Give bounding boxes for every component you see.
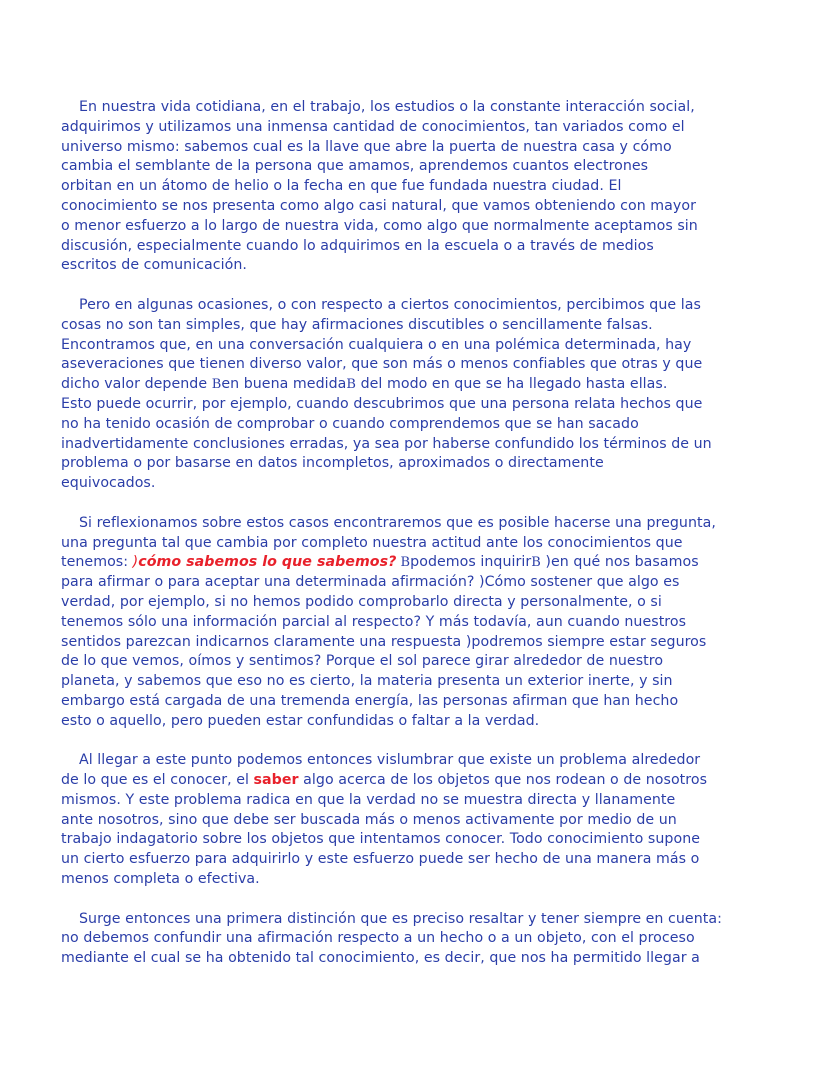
paragraph-5 <box>61 910 781 969</box>
text-line: sentidos parezcan indicarnos claramente una respuesta )podremos siempre estar seguros <box>61 633 707 650</box>
text-run: dicho valor depende <box>61 376 212 393</box>
text-line: trabajo indagatorio sobre los objetos que intentamos conocer. Todo conocimiento supone <box>61 831 701 848</box>
text-line: una pregunta tal que cambia por completo nuestra actitud ante los conocimientos que <box>61 534 683 551</box>
text-line <box>61 553 781 573</box>
paragraph-3 <box>61 514 781 732</box>
text-line: mediante el cual se ha obtenido tal conocimiento, es decir, que nos ha permitido llegar a <box>61 950 700 967</box>
text-line <box>61 375 781 395</box>
question-open-mark: ) <box>132 554 139 571</box>
document-page <box>61 98 781 989</box>
text-line: para afirmar o para aceptar una determinada afirmación? )Cómo sostener que algo es <box>61 574 680 591</box>
text-line: escritos de comunicación. <box>61 257 247 274</box>
text-line: Encontramos que, en una conversación cualquiera o en una polémica determinada, hay <box>61 336 692 353</box>
text-line: planeta, y sabemos que eso no es cierto, la materia presenta un exterior inerte, y sin <box>61 673 673 690</box>
text-line: adquirimos y utilizamos una inmensa cantidad de conocimientos, tan variados como el <box>61 118 685 135</box>
text-line: Al llegar a este punto podemos entonces vislumbrar que existe un problema alrededor <box>79 752 701 769</box>
dash-glyph-mark: B <box>531 555 541 571</box>
text-run: del modo en que se ha llegado hasta ellas. <box>356 376 668 393</box>
text-line: Si reflexionamos sobre estos casos encontraremos que es posible hacerse una pregunta, <box>79 514 716 531</box>
dash-glyph-mark: B <box>396 555 411 571</box>
text-line: un cierto esfuerzo para adquirirlo y este esfuerzo puede ser hecho de una manera más o <box>61 851 700 868</box>
text-line: no ha tenido ocasión de comprobar o cuando comprendemos que se han sacado <box>61 415 639 432</box>
text-run: tenemos: <box>61 554 133 571</box>
text-line: conocimiento se nos presenta como algo casi natural, que vamos obteniendo con mayor <box>61 197 696 214</box>
text-line: problema o por basarse en datos incompletos, aproximados o directamente <box>61 455 604 472</box>
text-line: verdad, por ejemplo, si no hemos podido comprobarlo directa y personalmente, o si <box>61 593 662 610</box>
dash-glyph-mark: B <box>211 377 222 393</box>
text-line: esto o aquello, pero pueden estar confundidas o faltar a la verdad. <box>61 712 540 729</box>
text-line: no debemos confundir una afirmación respecto a un hecho o a un objeto, con el proceso <box>61 930 695 947</box>
text-run: algo acerca de los objetos que nos rodean o de nosotros <box>298 772 708 789</box>
highlighted-question: cómo sabemos lo que sabemos? <box>138 554 397 571</box>
text-line: menos completa o efectiva. <box>61 871 260 888</box>
text-line: orbitan en un átomo de helio o la fecha en que fue fundada nuestra ciudad. El <box>61 178 622 195</box>
text-line: cambia el semblante de la persona que amamos, aprendemos cuantos electrones <box>61 158 649 175</box>
highlighted-word-saber: saber <box>253 772 299 789</box>
text-line: equivocados. <box>61 475 156 492</box>
text-line: ante nosotros, sino que debe ser buscada más o menos activamente por medio de un <box>61 811 677 828</box>
text-line: Esto puede ocurrir, por ejemplo, cuando descubrimos que una persona relata hechos que <box>61 395 703 412</box>
text-line: o menor esfuerzo a lo largo de nuestra vida, como algo que normalmente aceptamos sin <box>61 217 698 234</box>
dash-glyph-mark: B <box>346 377 357 393</box>
text-line: En nuestra vida cotidiana, en el trabajo, los estudios o la constante interacción social, <box>79 99 695 115</box>
text-run: podemos inquirir <box>410 554 532 571</box>
text-run: de lo que es el conocer, el <box>61 772 254 789</box>
text-line: inadvertidamente conclusiones erradas, ya sea por haberse confundido los términos de un <box>61 435 712 452</box>
text-run: en buena medida <box>221 376 347 393</box>
paragraph-2 <box>61 296 781 494</box>
text-line: Surge entonces una primera distinción que es preciso resaltar y tener siempre en cuenta: <box>79 910 722 927</box>
text-line: tenemos sólo una información parcial al respecto? Y más todavía, aun cuando nuestros <box>61 613 687 630</box>
text-line: embargo está cargada de una tremenda energía, las personas afirman que han hecho <box>61 692 679 709</box>
text-line: de lo que vemos, oímos y sentimos? Porque el sol parece girar alrededor de nuestro <box>61 653 664 670</box>
paragraph-4 <box>61 751 781 890</box>
text-line: mismos. Y este problema radica en que la verdad no se muestra directa y llanamente <box>61 791 676 808</box>
paragraph-1 <box>61 98 781 276</box>
text-line <box>61 771 781 791</box>
text-line: aseveraciones que tienen diverso valor, que son más o menos confiables que otras y que <box>61 356 703 373</box>
text-line: universo mismo: sabemos cual es la llave que abre la puerta de nuestra casa y cómo <box>61 138 672 155</box>
text-line: Pero en algunas ocasiones, o con respecto a ciertos conocimientos, percibimos que las <box>79 296 701 313</box>
text-line: discusión, especialmente cuando lo adquirimos en la escuela o a través de medios <box>61 237 654 254</box>
text-line: cosas no son tan simples, que hay afirmaciones discutibles o sencillamente falsas. <box>61 316 653 333</box>
text-run: )en qué nos basamos <box>540 554 699 571</box>
